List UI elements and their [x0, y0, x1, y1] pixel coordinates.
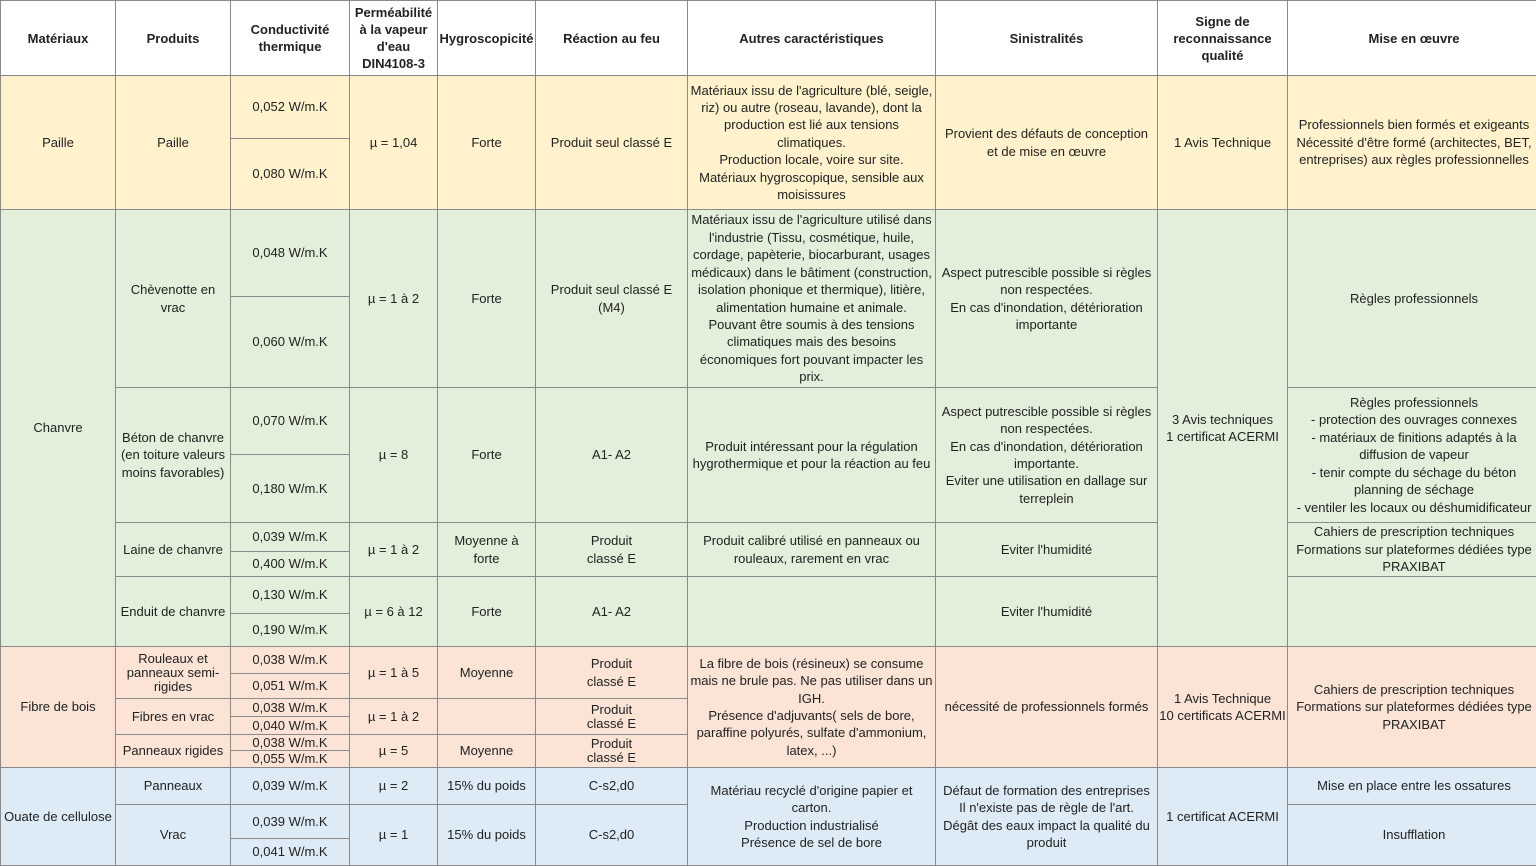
permeabilite-cell: µ = 1 à 5	[350, 647, 438, 699]
header-row	[1, 1, 1536, 76]
hygro-cell: Moyenne à forte	[438, 523, 536, 577]
permeabilite-cell: µ = 5	[350, 735, 438, 768]
permeabilite-cell: µ = 1	[350, 805, 438, 866]
materiau-cell: Chanvre	[1, 210, 116, 647]
permeabilite-cell: µ = 1,04	[350, 76, 438, 210]
mise-cell: Mise en place entre les ossatures	[1288, 768, 1536, 805]
sinistralite-cell: Eviter l'humidité	[936, 523, 1158, 577]
hygro-cell	[438, 699, 536, 735]
conductivite-cell: 0,052 W/m.K	[231, 76, 350, 139]
conductivite-cell: 0,055 W/m.K	[231, 751, 350, 768]
feu-cell: Produit classé E	[536, 735, 688, 768]
autres-cell: Produit calibré utilisé en panneaux ou rouleaux, rarement en vrac	[688, 523, 936, 577]
feu-cell: C-s2,d0	[536, 805, 688, 866]
feu-cell: C-s2,d0	[536, 768, 688, 805]
header-conductivite: Conductivité thermique	[231, 1, 350, 76]
materiau-cell: Fibre de bois	[1, 647, 116, 768]
autres-cell: Produit intéressant pour la régulation hygrothermique et pour la réaction au feu	[688, 388, 936, 523]
mise-cell: Règles professionnels	[1288, 210, 1536, 388]
conductivite-cell: 0,180 W/m.K	[231, 455, 350, 523]
hygro-cell: Forte	[438, 210, 536, 388]
sinistralite-cell: Eviter l'humidité	[936, 577, 1158, 647]
table-row	[1, 577, 1536, 614]
produit-cell: Chèvenotte en vrac	[116, 210, 231, 388]
hygro-cell: Forte	[438, 577, 536, 647]
feu-cell: Produit classé E	[536, 523, 688, 577]
sinistralite-cell: Défaut de formation des entreprises Il n'existe pas de règle de l'art. Dégât des eaux impact la qualité du produit	[936, 768, 1158, 866]
permeabilite-cell: µ = 6 à 12	[350, 577, 438, 647]
mise-cell: Professionnels bien formés et exigeants Nécessité d'être formé (architectes, BET, entreprises) aux règles professionnelles	[1288, 76, 1536, 210]
feu-cell: Produit classé E	[536, 647, 688, 699]
autres-cell	[688, 577, 936, 647]
hygro-cell: 15% du poids	[438, 768, 536, 805]
feu-cell: Produit classé E	[536, 699, 688, 735]
header-produits: Produits	[116, 1, 231, 76]
hygro-cell: 15% du poids	[438, 805, 536, 866]
hygro-cell: Moyenne	[438, 735, 536, 768]
conductivite-cell: 0,070 W/m.K	[231, 388, 350, 455]
conductivite-cell: 0,039 W/m.K	[231, 768, 350, 805]
produit-cell: Rouleaux et panneaux semi- rigides	[116, 647, 231, 699]
table-row	[1, 76, 1536, 139]
conductivite-cell: 0,060 W/m.K	[231, 297, 350, 388]
permeabilite-cell: µ = 1 à 2	[350, 210, 438, 388]
sinistralite-cell: Provient des défauts de conception et de mise en œuvre	[936, 76, 1158, 210]
header-permeabilite: Perméabilité à la vapeur d'eau DIN4108-3	[350, 1, 438, 76]
header-mise-en-oeuvre: Mise en œuvre	[1288, 1, 1536, 76]
hygro-cell: Forte	[438, 388, 536, 523]
conductivite-cell: 0,040 W/m.K	[231, 717, 350, 735]
autres-cell: La fibre de bois (résineux) se consume mais ne brule pas. Ne pas utiliser dans un IGH. Présence d'adjuvants( sels de bore, paraffine polyurés, sulfate d'ammonium, latex, ...)	[688, 647, 936, 768]
mise-cell: Insufflation	[1288, 805, 1536, 866]
conductivite-cell: 0,080 W/m.K	[231, 139, 350, 210]
feu-cell: Produit seul classé E	[536, 76, 688, 210]
header-reaction-feu: Réaction au feu	[536, 1, 688, 76]
sinistralite-cell: Aspect putrescible possible si règles non respectées. En cas d'inondation, détérioration importante	[936, 210, 1158, 388]
qualite-cell: 1 Avis Technique	[1158, 76, 1288, 210]
autres-cell: Matériaux issu de l'agriculture utilisé dans l'industrie (Tissu, cosmétique, huile, cordage, papèterie, biocarburant, usages médicaux) dans le bâtiment (construction, isolation phonique et thermique), litière, alimentation humaine et animale. Pouvant être soumis à des tensions climatiques mais des besoins économiques fort pouvant impacter les prix.	[688, 210, 936, 388]
produit-cell: Paille	[116, 76, 231, 210]
table-row	[1, 523, 1536, 552]
table-row	[1, 647, 1536, 674]
conductivite-cell: 0,190 W/m.K	[231, 614, 350, 647]
header-signe-qualite: Signe de reconnaissance qualité	[1158, 1, 1288, 76]
permeabilite-cell: µ = 8	[350, 388, 438, 523]
sinistralite-cell: nécessité de professionnels formés	[936, 647, 1158, 768]
conductivite-cell: 0,051 W/m.K	[231, 674, 350, 699]
conductivite-cell: 0,400 W/m.K	[231, 552, 350, 577]
mise-cell	[1288, 577, 1536, 647]
mise-cell: Règles professionnels - protection des ouvrages connexes - matériaux de finitions adaptés à la diffusion de vapeur - tenir compte du séchage du béton planning de séchage - ventiler les locaux ou déshumidificateur	[1288, 388, 1536, 523]
autres-cell: Matériaux issu de l'agriculture (blé, seigle, riz) ou autre (roseau, lavande), dont la production est lié aux tensions climatiques. Production locale, voire sur site. Matériaux hygroscopique, sensible aux moisissures	[688, 76, 936, 210]
table-row	[1, 210, 1536, 297]
conductivite-cell: 0,039 W/m.K	[231, 523, 350, 552]
header-hygroscopicite: Hygroscopicité	[438, 1, 536, 76]
conductivite-cell: 0,041 W/m.K	[231, 839, 350, 866]
qualite-cell: 1 certificat ACERMI	[1158, 768, 1288, 866]
produit-cell: Béton de chanvre (en toiture valeurs moins favorables)	[116, 388, 231, 523]
produit-cell: Fibres en vrac	[116, 699, 231, 735]
feu-cell: Produit seul classé E (M4)	[536, 210, 688, 388]
hygro-cell: Forte	[438, 76, 536, 210]
materiau-cell: Paille	[1, 76, 116, 210]
hygro-cell: Moyenne	[438, 647, 536, 699]
conductivite-cell: 0,039 W/m.K	[231, 805, 350, 839]
header-sinistralites: Sinistralités	[936, 1, 1158, 76]
materiau-cell: Ouate de cellulose	[1, 768, 116, 866]
header-autres: Autres caractéristiques	[688, 1, 936, 76]
conductivite-cell: 0,038 W/m.K	[231, 699, 350, 717]
conductivite-cell: 0,130 W/m.K	[231, 577, 350, 614]
feu-cell: A1- A2	[536, 577, 688, 647]
conductivite-cell: 0,048 W/m.K	[231, 210, 350, 297]
permeabilite-cell: µ = 1 à 2	[350, 523, 438, 577]
mise-cell: Cahiers de prescription techniques Formations sur plateformes dédiées type PRAXIBAT	[1288, 647, 1536, 768]
table-row	[1, 768, 1536, 805]
produit-cell: Enduit de chanvre	[116, 577, 231, 647]
sinistralite-cell: Aspect putrescible possible si règles non respectées. En cas d'inondation, détérioration importante. Eviter une utilisation en dallage sur terreplein	[936, 388, 1158, 523]
permeabilite-cell: µ = 2	[350, 768, 438, 805]
produit-cell: Panneaux rigides	[116, 735, 231, 768]
feu-cell: A1- A2	[536, 388, 688, 523]
produit-cell: Vrac	[116, 805, 231, 866]
conductivite-cell: 0,038 W/m.K	[231, 735, 350, 751]
qualite-cell: 3 Avis techniques 1 certificat ACERMI	[1158, 210, 1288, 647]
mise-cell: Cahiers de prescription techniques Formations sur plateformes dédiées type PRAXIBAT	[1288, 523, 1536, 577]
autres-cell: Matériau recyclé d'origine papier et carton. Production industrialisé Présence de sel de bore	[688, 768, 936, 866]
conductivite-cell: 0,038 W/m.K	[231, 647, 350, 674]
qualite-cell: 1 Avis Technique 10 certificats ACERMI	[1158, 647, 1288, 768]
header-materiaux: Matériaux	[1, 1, 116, 76]
produit-cell: Laine de chanvre	[116, 523, 231, 577]
produit-cell: Panneaux	[116, 768, 231, 805]
permeabilite-cell: µ = 1 à 2	[350, 699, 438, 735]
table-row	[1, 388, 1536, 455]
